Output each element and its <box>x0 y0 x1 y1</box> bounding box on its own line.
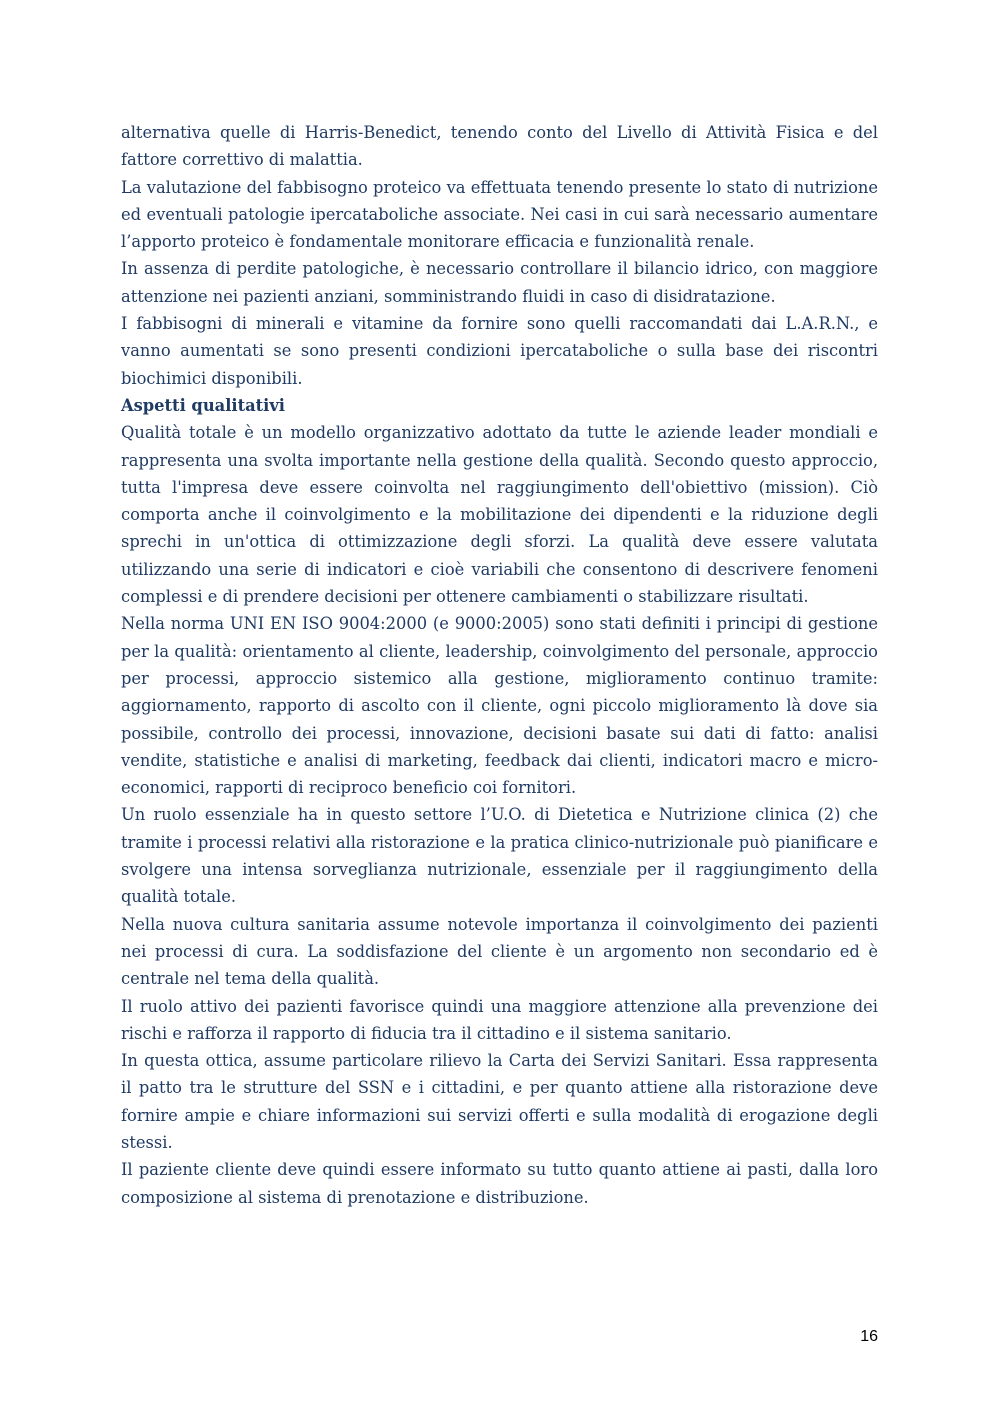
document-page <box>121 119 878 1211</box>
paragraph-total-quality: Qualità totale è un modello organizzativo adottato da tutte le aziende leader mondiali e rappresenta una svolta importante nella gestione della qualità. Secondo questo approccio, tutta l'impresa deve essere coinvolta nel raggiungimento dell'obiettivo (mission). Ciò comporta anche il coinvolgimento e la mobilitazione dei dipendenti e la riduzione degli sprechi in un'ottica di ottimizzazione degli sforzi. La qualità deve essere valutata utilizzando una serie di indicatori e cioè variabili che consentono di descrivere fenomeni complessi e di prendere decisioni per ottenere cambiamenti o stabilizzare risultati. <box>121 423 878 607</box>
paragraph-water-balance: In assenza di perdite patologiche, è necessario controllare il bilancio idrico, con maggiore attenzione nei pazienti anziani, somministrando fluidi in caso di disidratazione. <box>121 259 878 306</box>
page-number: 16 <box>860 1328 878 1345</box>
paragraph-protein-requirement: La valutazione del fabbisogno proteico va effettuata tenendo presente lo stato di nutrizione ed eventuali patologie ipercataboliche associate. Nei casi in cui sarà necessario aumentare l’apporto proteico è fondamentale monitorare efficacia e funzionalità renale. <box>121 177 878 252</box>
paragraph-minerals-vitamins: I fabbisogni di minerali e vitamine da fornire sono quelli raccomandati dai L.A.R.N., e vanno aumentati se sono presenti condizioni ipercataboliche o sulla base dei riscontri biochimici disponibili. <box>121 314 878 388</box>
paragraph-patient-information: Il paziente cliente deve quindi essere informato su tutto quanto attiene ai pasti, dalla loro composizione al sistema di prenotazione e distribuzione. <box>121 1160 878 1207</box>
paragraph-patient-role: Il ruolo attivo dei pazienti favorisce quindi una maggiore attenzione alla prevenzione dei rischi e rafforza il rapporto di fiducia tra il cittadino e il sistema sanitario. <box>121 996 878 1043</box>
paragraph-patient-involvement: Nella nuova cultura sanitaria assume notevole importanza il coinvolgimento dei pazienti nei processi di cura. La soddisfazione del cliente è un argomento non secondario ed è centrale nel tema della qualità. <box>121 914 878 989</box>
paragraph-harris-benedict: alternativa quelle di Harris-Benedict, tenendo conto del Livello di Attività Fisica e del fattore correttivo di malattia. <box>121 123 878 170</box>
paragraph-iso-norm: Nella norma UNI EN ISO 9004:2000 (e 9000:2005) sono stati definiti i principi di gestione per la qualità: orientamento al cliente, leadership, coinvolgimento del personale, approccio per processi, approccio sistemico alla gestione, miglioramento continuo tramite: aggiornamento, rapporto di ascolto con il cliente, ogni piccolo miglioramento là dove sia possibile, controllo dei processi, innovazione, decisioni basate sui dati di fatto: analisi vendite, statistiche e analisi di marketing, feedback dai clienti, indicatori macro e micro-economici, rapporti di reciproco beneficio coi fornitori. <box>121 614 878 798</box>
paragraph-service-charter: In questa ottica, assume particolare rilievo la Carta dei Servizi Sanitari. Essa rappresenta il patto tra le strutture del SSN e i cittadini, e per quanto attiene alla ristorazione deve fornire ampie e chiare informazioni sui servizi offerti e sulla modalità di erogazione degli stessi. <box>121 1051 878 1152</box>
section-heading: Aspetti qualitativi <box>121 395 285 415</box>
paragraph-dietetics-unit: Un ruolo essenziale ha in questo settore l’U.O. di Dietetica e Nutrizione clinica (2) che tramite i processi relativi alla ristorazione e la pratica clinico-nutrizionale può pianificare e svolgere una intensa sorveglianza nutrizionale, essenziale per il raggiungimento della qualità totale. <box>121 805 878 907</box>
